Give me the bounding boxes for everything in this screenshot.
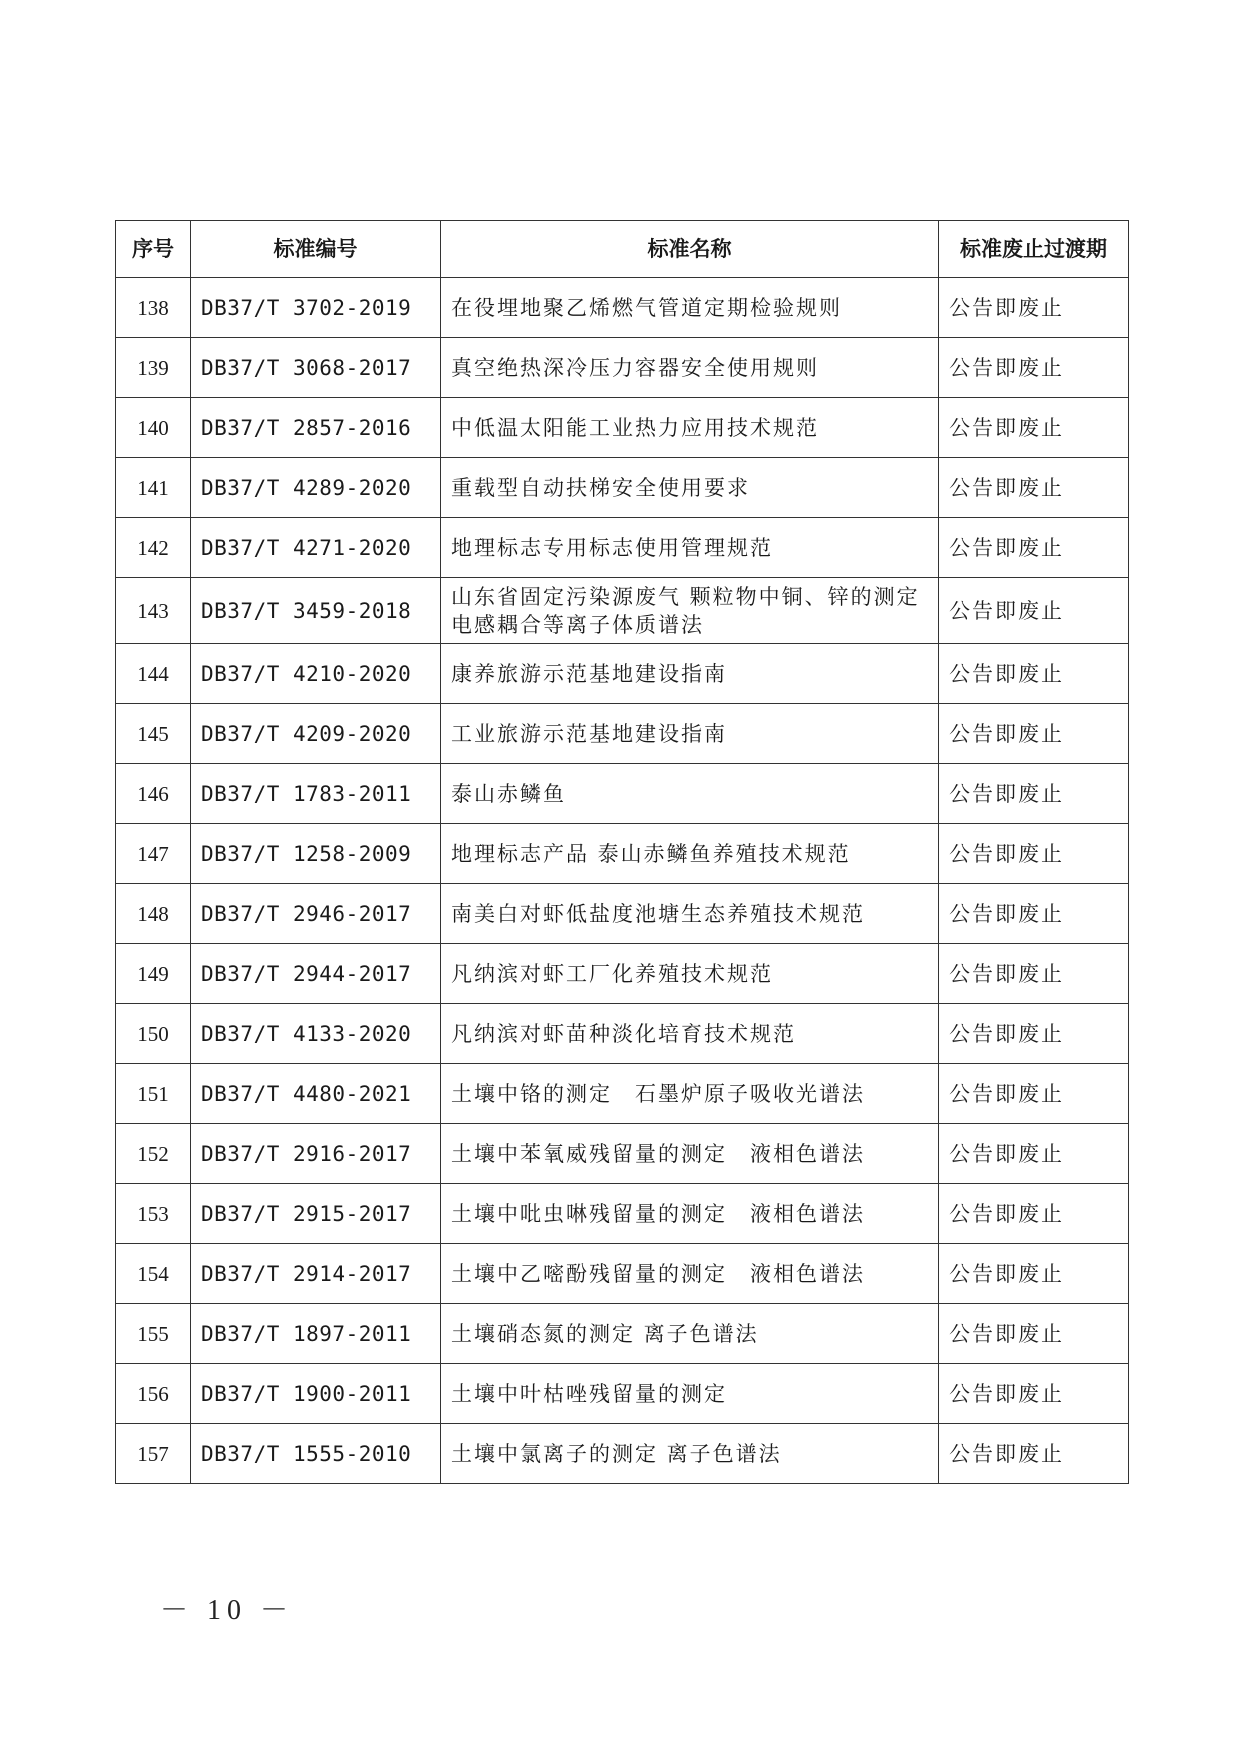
transition-period-cell: 公告即废止 xyxy=(939,1064,1129,1124)
header-standard-code: 标准编号 xyxy=(191,221,441,278)
standard-code-cell: DB37/T 2857-2016 xyxy=(191,398,441,458)
standard-name-cell: 地理标志产品 泰山赤鳞鱼养殖技术规范 xyxy=(441,824,939,884)
standard-name-cell: 在役埋地聚乙烯燃气管道定期检验规则 xyxy=(441,278,939,338)
standard-name-cell: 土壤中吡虫啉残留量的测定 液相色谱法 xyxy=(441,1184,939,1244)
standard-name-cell: 真空绝热深冷压力容器安全使用规则 xyxy=(441,338,939,398)
serial-number-cell: 144 xyxy=(116,644,191,704)
serial-number-cell: 143 xyxy=(116,578,191,644)
standard-name-cell: 土壤中氯离子的测定 离子色谱法 xyxy=(441,1424,939,1484)
serial-number-cell: 154 xyxy=(116,1244,191,1304)
standard-code-cell: DB37/T 1783-2011 xyxy=(191,764,441,824)
serial-number-cell: 149 xyxy=(116,944,191,1004)
serial-number-cell: 140 xyxy=(116,398,191,458)
table-row xyxy=(116,704,1129,764)
transition-period-cell: 公告即废止 xyxy=(939,944,1129,1004)
table-row xyxy=(116,278,1129,338)
transition-period-cell: 公告即废止 xyxy=(939,704,1129,764)
table-row xyxy=(116,1184,1129,1244)
serial-number-cell: 156 xyxy=(116,1364,191,1424)
transition-period-cell: 公告即废止 xyxy=(939,338,1129,398)
standard-name-cell: 凡纳滨对虾工厂化养殖技术规范 xyxy=(441,944,939,1004)
standard-name-cell: 泰山赤鳞鱼 xyxy=(441,764,939,824)
table-row xyxy=(116,1424,1129,1484)
table-row xyxy=(116,578,1129,644)
standard-code-cell: DB37/T 1258-2009 xyxy=(191,824,441,884)
transition-period-cell: 公告即废止 xyxy=(939,278,1129,338)
standard-code-cell: DB37/T 2946-2017 xyxy=(191,884,441,944)
standard-name-cell: 康养旅游示范基地建设指南 xyxy=(441,644,939,704)
standard-code-cell: DB37/T 1555-2010 xyxy=(191,1424,441,1484)
serial-number-cell: 146 xyxy=(116,764,191,824)
standard-code-cell: DB37/T 4133-2020 xyxy=(191,1004,441,1064)
standard-code-cell: DB37/T 1897-2011 xyxy=(191,1304,441,1364)
standard-name-cell: 南美白对虾低盐度池塘生态养殖技术规范 xyxy=(441,884,939,944)
standard-code-cell: DB37/T 2944-2017 xyxy=(191,944,441,1004)
header-abolish-transition-period: 标准废止过渡期 xyxy=(939,221,1129,278)
table-row xyxy=(116,824,1129,884)
serial-number-cell: 150 xyxy=(116,1004,191,1064)
standard-code-cell: DB37/T 1900-2011 xyxy=(191,1364,441,1424)
standard-name-cell: 地理标志专用标志使用管理规范 xyxy=(441,518,939,578)
transition-period-cell: 公告即废止 xyxy=(939,1424,1129,1484)
standard-name-cell: 工业旅游示范基地建设指南 xyxy=(441,704,939,764)
standard-code-cell: DB37/T 4480-2021 xyxy=(191,1064,441,1124)
standard-code-cell: DB37/T 4289-2020 xyxy=(191,458,441,518)
transition-period-cell: 公告即废止 xyxy=(939,1004,1129,1064)
standard-name-cell: 土壤硝态氮的测定 离子色谱法 xyxy=(441,1304,939,1364)
standard-name-cell: 土壤中苯氧威残留量的测定 液相色谱法 xyxy=(441,1124,939,1184)
serial-number-cell: 145 xyxy=(116,704,191,764)
serial-number-cell: 147 xyxy=(116,824,191,884)
serial-number-cell: 152 xyxy=(116,1124,191,1184)
table-row xyxy=(116,1244,1129,1304)
transition-period-cell: 公告即废止 xyxy=(939,458,1129,518)
standards-table xyxy=(115,220,1129,1484)
transition-period-cell: 公告即废止 xyxy=(939,518,1129,578)
standard-name-cell: 土壤中叶枯唑残留量的测定 xyxy=(441,1364,939,1424)
standard-code-cell: DB37/T 4271-2020 xyxy=(191,518,441,578)
standard-code-cell: DB37/T 2915-2017 xyxy=(191,1184,441,1244)
standard-name-cell: 土壤中乙嘧酚残留量的测定 液相色谱法 xyxy=(441,1244,939,1304)
transition-period-cell: 公告即废止 xyxy=(939,398,1129,458)
transition-period-cell: 公告即废止 xyxy=(939,764,1129,824)
table-row xyxy=(116,458,1129,518)
serial-number-cell: 155 xyxy=(116,1304,191,1364)
table-row xyxy=(116,1004,1129,1064)
serial-number-cell: 138 xyxy=(116,278,191,338)
table-row xyxy=(116,1364,1129,1424)
standard-code-cell: DB37/T 3702-2019 xyxy=(191,278,441,338)
transition-period-cell: 公告即废止 xyxy=(939,644,1129,704)
standard-code-cell: DB37/T 2916-2017 xyxy=(191,1124,441,1184)
standard-name-cell: 土壤中铬的测定 石墨炉原子吸收光谱法 xyxy=(441,1064,939,1124)
transition-period-cell: 公告即废止 xyxy=(939,578,1129,644)
serial-number-cell: 153 xyxy=(116,1184,191,1244)
standard-name-cell: 重载型自动扶梯安全使用要求 xyxy=(441,458,939,518)
serial-number-cell: 141 xyxy=(116,458,191,518)
standard-code-cell: DB37/T 2914-2017 xyxy=(191,1244,441,1304)
header-serial-number: 序号 xyxy=(116,221,191,278)
transition-period-cell: 公告即废止 xyxy=(939,1244,1129,1304)
table-row xyxy=(116,884,1129,944)
serial-number-cell: 148 xyxy=(116,884,191,944)
serial-number-cell: 142 xyxy=(116,518,191,578)
standard-code-cell: DB37/T 3068-2017 xyxy=(191,338,441,398)
standard-name-cell: 中低温太阳能工业热力应用技术规范 xyxy=(441,398,939,458)
standard-name-cell: 山东省固定污染源废气 颗粒物中铜、锌的测定 电感耦合等离子体质谱法 xyxy=(441,578,939,644)
table-row xyxy=(116,1064,1129,1124)
table-row xyxy=(116,1124,1129,1184)
standard-code-cell: DB37/T 3459-2018 xyxy=(191,578,441,644)
standard-name-cell: 凡纳滨对虾苗种淡化培育技术规范 xyxy=(441,1004,939,1064)
table-row xyxy=(116,764,1129,824)
table-row xyxy=(116,398,1129,458)
table-row xyxy=(116,944,1129,1004)
serial-number-cell: 139 xyxy=(116,338,191,398)
header-standard-name: 标准名称 xyxy=(441,221,939,278)
transition-period-cell: 公告即废止 xyxy=(939,1124,1129,1184)
transition-period-cell: 公告即废止 xyxy=(939,1304,1129,1364)
table-header-row xyxy=(116,221,1129,278)
transition-period-cell: 公告即废止 xyxy=(939,824,1129,884)
transition-period-cell: 公告即废止 xyxy=(939,1364,1129,1424)
transition-period-cell: 公告即废止 xyxy=(939,1184,1129,1244)
table-row xyxy=(116,338,1129,398)
table-row xyxy=(116,518,1129,578)
page-number: － 10 － xyxy=(160,1595,295,1626)
serial-number-cell: 151 xyxy=(116,1064,191,1124)
table-row xyxy=(116,1304,1129,1364)
standard-code-cell: DB37/T 4209-2020 xyxy=(191,704,441,764)
table-row xyxy=(116,644,1129,704)
transition-period-cell: 公告即废止 xyxy=(939,884,1129,944)
serial-number-cell: 157 xyxy=(116,1424,191,1484)
standard-code-cell: DB37/T 4210-2020 xyxy=(191,644,441,704)
